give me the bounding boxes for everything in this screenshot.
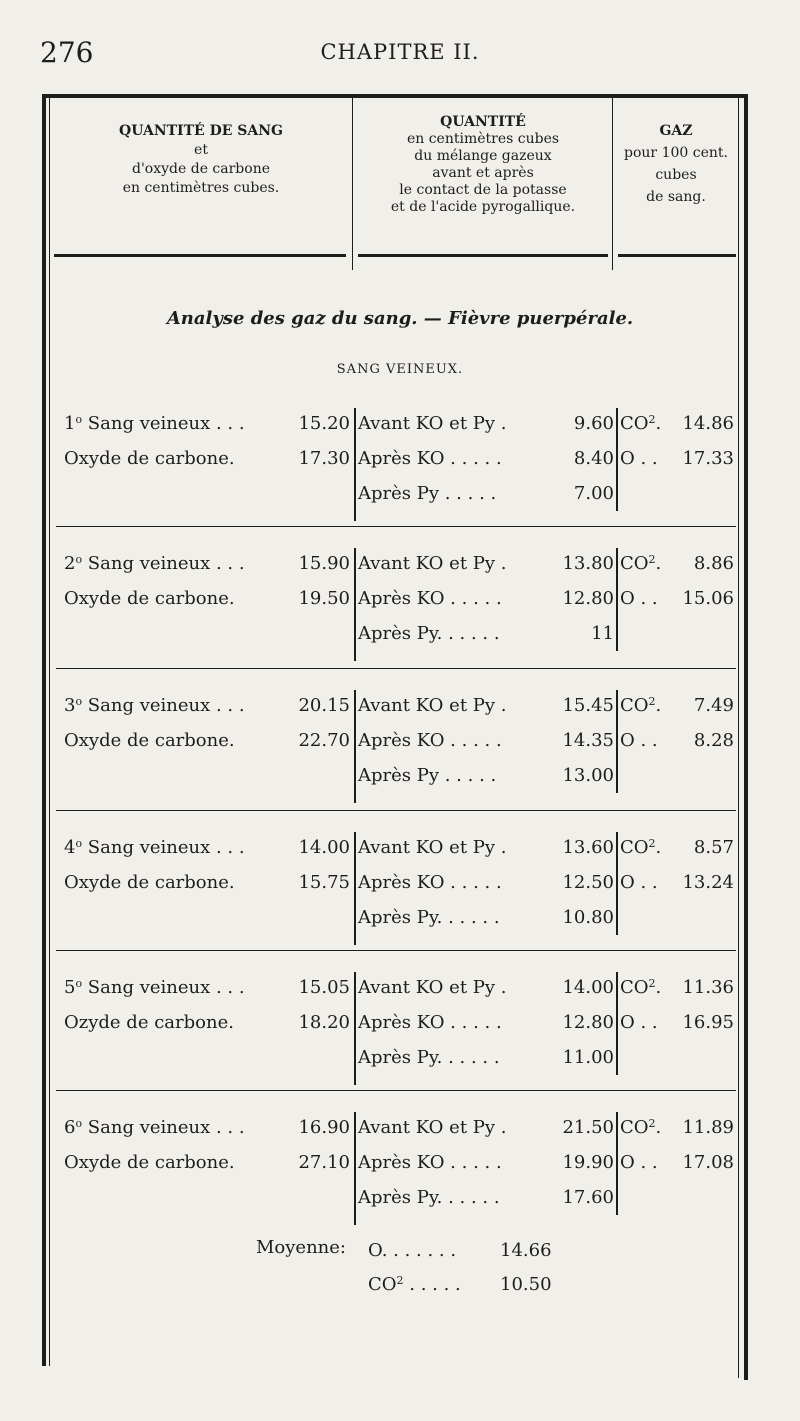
group-separator-rule: [56, 1090, 736, 1091]
group-divider-2: [616, 408, 618, 511]
gas-mixture-cell-value: 13.60: [562, 837, 614, 858]
group-divider-2: [616, 690, 618, 793]
gas-per-100-cell-value: 8.57: [693, 837, 734, 858]
gas-mixture-cell-label: Avant KO et Py .: [358, 695, 507, 716]
gas-mixture-cell-value: 7.00: [573, 483, 614, 504]
page-number: 276: [40, 36, 94, 69]
gas-mixture-cell-value: 14.00: [562, 977, 614, 998]
blood-cell: [64, 1110, 350, 1145]
header-col2-line: et de l'acide pyrogallique.: [390, 199, 576, 215]
gas-per-100-cell: [620, 546, 734, 581]
gas-mixture-cell: [358, 900, 614, 935]
gas-mixture-cell: [358, 616, 614, 651]
group-divider-2: [616, 972, 618, 1075]
table-row: [0, 1005, 800, 1040]
blood-cell-value: 19.50: [298, 588, 350, 609]
blood-cell: [64, 546, 350, 581]
table-row: [0, 581, 800, 616]
table-top-rule: [42, 94, 748, 98]
table-row: [0, 970, 800, 1005]
blood-cell-value: 16.90: [298, 1117, 350, 1138]
group-divider-2: [616, 1112, 618, 1215]
gas-per-100-cell: [620, 441, 734, 476]
gas-mixture-cell-label: Avant KO et Py .: [358, 413, 507, 434]
header-col3: [614, 120, 738, 208]
gas-per-100-cell-label: O . .: [620, 872, 658, 893]
blood-cell-label: Oxyde de carbone.: [64, 588, 235, 609]
table-row: [0, 616, 800, 651]
moyenne-o-value: 14.66: [500, 1240, 552, 1261]
gas-mixture-cell-value: 13.80: [562, 553, 614, 574]
blood-cell-label: Oxyde de carbone.: [64, 1152, 235, 1173]
gas-mixture-cell-value: 12.50: [562, 872, 614, 893]
gas-per-100-cell: [620, 723, 734, 758]
gas-per-100-cell-label: O . .: [620, 448, 658, 469]
header-col3-title: GAZ: [659, 123, 693, 139]
gas-per-100-cell: [620, 406, 734, 441]
chapter-title: CHAPITRE II.: [320, 40, 480, 64]
gas-mixture-cell: [358, 688, 614, 723]
blood-cell-value: 15.90: [298, 553, 350, 574]
gas-per-100-cell-value: 14.86: [682, 413, 734, 434]
blood-cell-value: 18.20: [298, 1012, 350, 1033]
gas-mixture-cell-label: Après KO . . . . .: [358, 448, 502, 469]
gas-mixture-cell-label: Après Py. . . . . .: [358, 623, 500, 644]
blood-cell-label: Oxyde de carbone.: [64, 872, 235, 893]
gas-per-100-cell-value: 13.24: [682, 872, 734, 893]
gas-per-100-cell: [620, 581, 734, 616]
blood-cell-label: Ozyde de carbone.: [64, 1012, 234, 1033]
gas-mixture-cell-value: 11.00: [562, 1047, 614, 1068]
gas-per-100-cell-value: 8.28: [693, 730, 734, 751]
gas-per-100-cell: [620, 970, 734, 1005]
table-row: [0, 1145, 800, 1180]
gas-mixture-cell-value: 21.50: [562, 1117, 614, 1138]
gas-mixture-cell: [358, 1180, 614, 1215]
gas-mixture-cell-label: Avant KO et Py .: [358, 837, 507, 858]
blood-cell-value: 15.20: [298, 413, 350, 434]
blood-cell-label: Oxyde de carbone.: [64, 730, 235, 751]
header-col2-title: QUANTITÉ: [440, 114, 526, 130]
gas-mixture-cell-value: 15.45: [562, 695, 614, 716]
gas-per-100-cell-label: $CO^2$.: [620, 695, 662, 716]
gas-mixture-cell: [358, 1145, 614, 1180]
blood-cell: [64, 970, 350, 1005]
blood-cell-value: 22.70: [298, 730, 350, 751]
gas-per-100-cell-label: $CO^2$.: [620, 977, 662, 998]
group-separator-rule: [56, 668, 736, 669]
gas-mixture-cell-label: Après KO . . . . .: [358, 588, 502, 609]
gas-per-100-cell: [620, 688, 734, 723]
gas-mixture-cell-label: Avant KO et Py .: [358, 1117, 507, 1138]
blood-cell: [64, 581, 350, 616]
blood-cell-label: 1$^o$ Sang veineux . . .: [64, 413, 245, 434]
blood-cell-label: 4$^o$ Sang veineux . . .: [64, 837, 245, 858]
table-row: [0, 900, 800, 935]
header-divider-2: [612, 98, 613, 270]
table-row: [0, 1040, 800, 1075]
gas-per-100-cell-label: O . .: [620, 730, 658, 751]
gas-per-100-cell-value: 17.08: [682, 1152, 734, 1173]
gas-mixture-cell: [358, 1040, 614, 1075]
header-col1-line: d'oxyde de carbone: [131, 161, 270, 177]
group-divider-1: [354, 972, 356, 1085]
table-row: [0, 441, 800, 476]
header-col3-line: cubes: [655, 167, 697, 183]
gas-mixture-cell-label: Après Py. . . . . .: [358, 1047, 500, 1068]
gas-mixture-cell-label: Après KO . . . . .: [358, 1012, 502, 1033]
gas-mixture-cell: [358, 406, 614, 441]
header-bottom-rule-2: [358, 254, 608, 257]
gas-per-100-cell-label: $CO^2$.: [620, 1117, 662, 1138]
gas-mixture-cell: [358, 970, 614, 1005]
gas-per-100-cell-label: O . .: [620, 1152, 658, 1173]
group-separator-rule: [56, 526, 736, 527]
header-col1-line: et: [194, 142, 208, 158]
gas-mixture-cell-value: 12.80: [562, 588, 614, 609]
gas-mixture-cell: [358, 865, 614, 900]
blood-cell: [64, 1145, 350, 1180]
gas-mixture-cell-value: 10.80: [562, 907, 614, 928]
gas-mixture-cell-value: 17.60: [562, 1187, 614, 1208]
gas-mixture-cell-label: Avant KO et Py .: [358, 977, 507, 998]
header-col2-line: en centimètres cubes: [406, 131, 560, 147]
gas-mixture-cell: [358, 758, 614, 793]
gas-mixture-cell: [358, 1110, 614, 1145]
blood-cell-value: 17.30: [298, 448, 350, 469]
blood-cell-value: 20.15: [298, 695, 350, 716]
gas-mixture-cell: [358, 723, 614, 758]
header-col1-line: en centimètres cubes.: [122, 180, 280, 196]
header-col2: [356, 114, 610, 216]
gas-per-100-cell: [620, 865, 734, 900]
gas-per-100-cell: [620, 1005, 734, 1040]
gas-mixture-cell-value: 8.40: [573, 448, 614, 469]
gas-per-100-cell-value: 17.33: [682, 448, 734, 469]
blood-cell-label: 3$^o$ Sang veineux . . .: [64, 695, 245, 716]
gas-mixture-cell-value: 19.90: [562, 1152, 614, 1173]
blood-cell: [64, 406, 350, 441]
table-row: [0, 1180, 800, 1215]
group-separator-rule: [56, 810, 736, 811]
header-col2-line: du mélange gazeux: [414, 148, 552, 164]
gas-mixture-cell-label: Après KO . . . . .: [358, 872, 502, 893]
blood-cell: [64, 830, 350, 865]
header-col3-line: pour 100 cent.: [624, 145, 728, 161]
header-col2-line: avant et après: [432, 165, 534, 181]
header-col1-title: QUANTITÉ DE SANG: [119, 123, 283, 139]
gas-mixture-cell-label: Avant KO et Py .: [358, 553, 507, 574]
gas-mixture-cell-value: 12.80: [562, 1012, 614, 1033]
table-row: [0, 758, 800, 793]
gas-per-100-cell: [620, 1145, 734, 1180]
blood-cell: [64, 441, 350, 476]
gas-mixture-cell-value: 11: [591, 623, 614, 644]
gas-per-100-cell-label: O . .: [620, 1012, 658, 1033]
gas-mixture-cell-value: 13.00: [562, 765, 614, 786]
blood-cell: [64, 688, 350, 723]
gas-mixture-cell-label: Après Py . . . . .: [358, 483, 497, 504]
blood-cell-label: 5$^o$ Sang veineux . . .: [64, 977, 245, 998]
blood-cell-value: 15.05: [298, 977, 350, 998]
gas-mixture-cell: [358, 1005, 614, 1040]
gas-per-100-cell-value: 7.49: [693, 695, 734, 716]
section-title: Analyse des gaz du sang. — Fièvre puerpérale.: [166, 308, 634, 329]
gas-mixture-cell: [358, 476, 614, 511]
gas-mixture-cell-value: 9.60: [573, 413, 614, 434]
gas-per-100-cell-label: $CO^2$.: [620, 837, 662, 858]
blood-cell: [64, 865, 350, 900]
gas-mixture-cell-label: Après KO . . . . .: [358, 1152, 502, 1173]
group-divider-1: [354, 690, 356, 803]
group-divider-1: [354, 832, 356, 945]
gas-per-100-cell-value: 15.06: [682, 588, 734, 609]
gas-per-100-cell-label: $CO^2$.: [620, 413, 662, 434]
header-bottom-rule-3: [618, 254, 736, 257]
blood-cell: [64, 1005, 350, 1040]
group-divider-1: [354, 1112, 356, 1225]
moyenne-label: Moyenne:: [256, 1237, 346, 1258]
table-row: [0, 406, 800, 441]
gas-per-100-cell: [620, 1110, 734, 1145]
header-divider-1: [352, 98, 353, 270]
gas-mixture-cell-label: Après Py . . . . .: [358, 765, 497, 786]
gas-mixture-cell-label: Après Py. . . . . .: [358, 907, 500, 928]
gas-per-100-cell-value: 11.89: [682, 1117, 734, 1138]
blood-cell-value: 15.75: [298, 872, 350, 893]
table-row: [0, 1110, 800, 1145]
gas-per-100-cell-label: O . .: [620, 588, 658, 609]
blood-cell-label: 2$^o$ Sang veineux . . .: [64, 553, 245, 574]
table-row: [0, 865, 800, 900]
header-col3-line: de sang.: [646, 189, 706, 205]
moyenne-co2-label: $CO^2$ . . . . .: [368, 1274, 461, 1295]
table-row: [0, 723, 800, 758]
blood-cell: [64, 723, 350, 758]
table-row: [0, 546, 800, 581]
gas-per-100-cell-label: $CO^2$.: [620, 553, 662, 574]
gas-mixture-cell: [358, 581, 614, 616]
header-col2-line: le contact de la potasse: [399, 182, 567, 198]
header-col1: [56, 122, 346, 198]
group-divider-1: [354, 408, 356, 521]
group-divider-1: [354, 548, 356, 661]
gas-per-100-cell-value: 16.95: [682, 1012, 734, 1033]
moyenne-co2-value: 10.50: [500, 1274, 552, 1295]
gas-mixture-cell: [358, 546, 614, 581]
gas-per-100-cell-value: 11.36: [682, 977, 734, 998]
gas-per-100-cell: [620, 830, 734, 865]
blood-cell-label: Oxyde de carbone.: [64, 448, 235, 469]
gas-mixture-cell: [358, 441, 614, 476]
subsection-title: SANG VEINEUX.: [336, 362, 464, 377]
gas-mixture-cell: [358, 830, 614, 865]
header-bottom-rule-1: [54, 254, 346, 257]
gas-mixture-cell-label: Après KO . . . . .: [358, 730, 502, 751]
group-separator-rule: [56, 950, 736, 951]
table-row: [0, 688, 800, 723]
blood-cell-value: 27.10: [298, 1152, 350, 1173]
gas-mixture-cell-value: 14.35: [562, 730, 614, 751]
gas-per-100-cell-value: 8.86: [693, 553, 734, 574]
table-row: [0, 830, 800, 865]
blood-cell-value: 14.00: [298, 837, 350, 858]
group-divider-2: [616, 548, 618, 651]
group-divider-2: [616, 832, 618, 935]
gas-mixture-cell-label: Après Py. . . . . .: [358, 1187, 500, 1208]
table-row: [0, 476, 800, 511]
blood-cell-label: 6$^o$ Sang veineux . . .: [64, 1117, 245, 1138]
moyenne-o-label: O. . . . . . .: [368, 1240, 457, 1261]
